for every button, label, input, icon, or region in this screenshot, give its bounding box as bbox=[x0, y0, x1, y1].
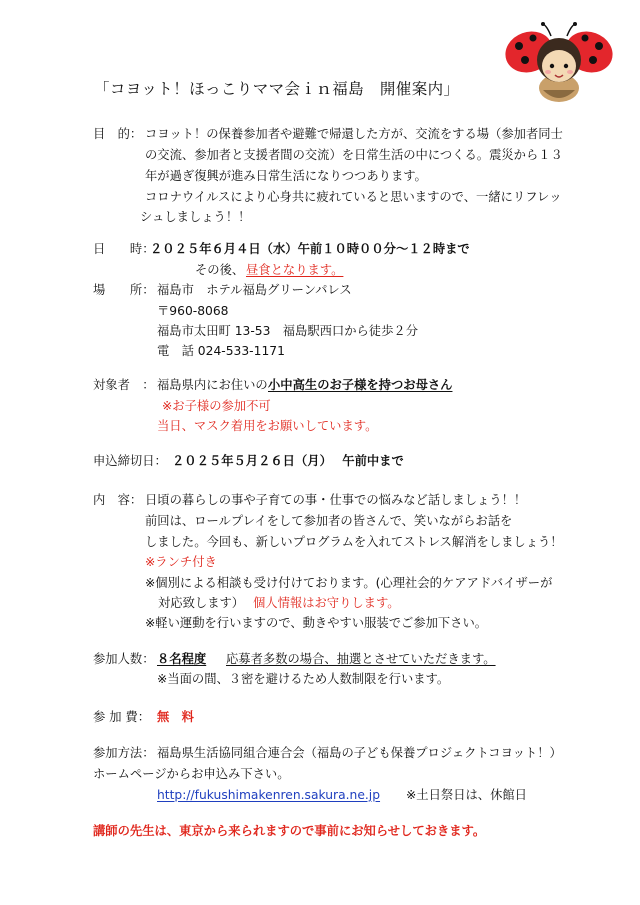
content-exercise: ※軽い運動を行いますので、動きやすい服装でご参加下さい。 bbox=[145, 616, 488, 630]
purpose-line-4: コロナウイルスにより心身共に疲れていると思いますので、一緒にリフレッ bbox=[145, 190, 562, 204]
method-holiday-note: ※土日祭日は、休館日 bbox=[406, 788, 527, 802]
footer-note: 講師の先生は、東京から来られますので事前にお知らせしておきます。 bbox=[93, 824, 486, 838]
target-value-emphasis: 小中高生のお子様を持つお母さん bbox=[268, 378, 453, 392]
content-consult-1: ※個別による相談も受け付けております。(心理社会的ケアアドバイザーが bbox=[145, 576, 553, 590]
capacity-value: ８名程度 bbox=[157, 652, 207, 666]
target-label: 対象者 ： bbox=[93, 378, 155, 392]
page-title: 「コヨット！ほっこりママ会ｉｎ福島 開催案内」 bbox=[94, 80, 460, 98]
fee-label: 参 加 費： bbox=[93, 710, 151, 724]
content-lunch: ※ランチ付き bbox=[145, 555, 217, 569]
datetime-label: 日 時： bbox=[93, 242, 155, 256]
purpose-line-3: 年が過ぎ復興が進み日常生活になりつつあります。 bbox=[145, 169, 427, 183]
target-note-no-children: ※お子様の参加不可 bbox=[162, 399, 271, 413]
place-line-2: 〒960-8068 bbox=[157, 304, 229, 318]
content-consult-2: 対応致します） bbox=[158, 596, 245, 610]
content-line-3: しました。今回も、新しいプログラムを入れてストレス解消をしましょう！ bbox=[145, 535, 563, 549]
deadline-label: 申込締切日： bbox=[93, 454, 167, 468]
deadline-value: ２０２５年５月２６日（月） 午前中まで bbox=[172, 454, 404, 468]
purpose-line-2: の交流、参加者と支援者間の交流）を日常生活の中につくる。震災から１３ bbox=[145, 148, 563, 162]
content-line-1: 日頃の暮らしの事や子育ての事・仕事での悩みなど話しましょう！！ bbox=[145, 493, 527, 507]
target-value-prefix: 福島県内にお住いの bbox=[157, 378, 268, 392]
datetime-note-prefix: その後、 bbox=[195, 263, 245, 277]
place-line-1: 福島市 ホテル福島グリーンパレス bbox=[157, 283, 352, 297]
place-line-3: 福島市太田町 13-53 福島駅西口から徒歩２分 bbox=[157, 324, 418, 338]
purpose-line-1: コヨット！の保養参加者や避難で帰還した方が、交流をする場（参加者同士 bbox=[145, 127, 563, 141]
method-label: 参加方法： bbox=[93, 746, 155, 760]
purpose-label: 目 的： bbox=[93, 127, 143, 141]
target-note-mask: 当日、マスク着用をお願いしています。 bbox=[157, 419, 378, 433]
homepage-link[interactable]: http://fukushimakenren.sakura.ne.jp bbox=[157, 788, 381, 802]
place-label: 場 所： bbox=[93, 283, 155, 297]
content-privacy: 個人情報はお守りします。 bbox=[253, 596, 400, 610]
fee-value: 無 料 bbox=[157, 710, 194, 724]
capacity-label: 参加人数： bbox=[93, 652, 155, 666]
content-label: 内 容： bbox=[93, 493, 143, 507]
content-line-2: 前回は、ロールプレイをして参加者の皆さんで、笑いながらお話を bbox=[145, 514, 513, 528]
capacity-note-2: ※当面の間、３密を避けるため人数制限を行います。 bbox=[157, 672, 450, 686]
datetime-value: ２０２５年６月４日（水）午前１０時００分～１２時まで bbox=[150, 242, 470, 256]
purpose-line-5: シュしましょう！！ bbox=[140, 210, 251, 224]
place-line-4: 電 話 024-533-1171 bbox=[157, 344, 285, 358]
method-line-2: ホームページからお申込み下さい。 bbox=[93, 767, 290, 781]
datetime-note-lunch: 昼食となります。 bbox=[246, 263, 344, 277]
method-line-1: 福島県生活協同組合連合会（福島の子ども保養プロジェクトコヨット！） bbox=[157, 746, 562, 760]
capacity-note: 応募者多数の場合、抽選とさせていただきます。 bbox=[226, 652, 496, 666]
ladybug-girl-icon bbox=[503, 22, 615, 104]
